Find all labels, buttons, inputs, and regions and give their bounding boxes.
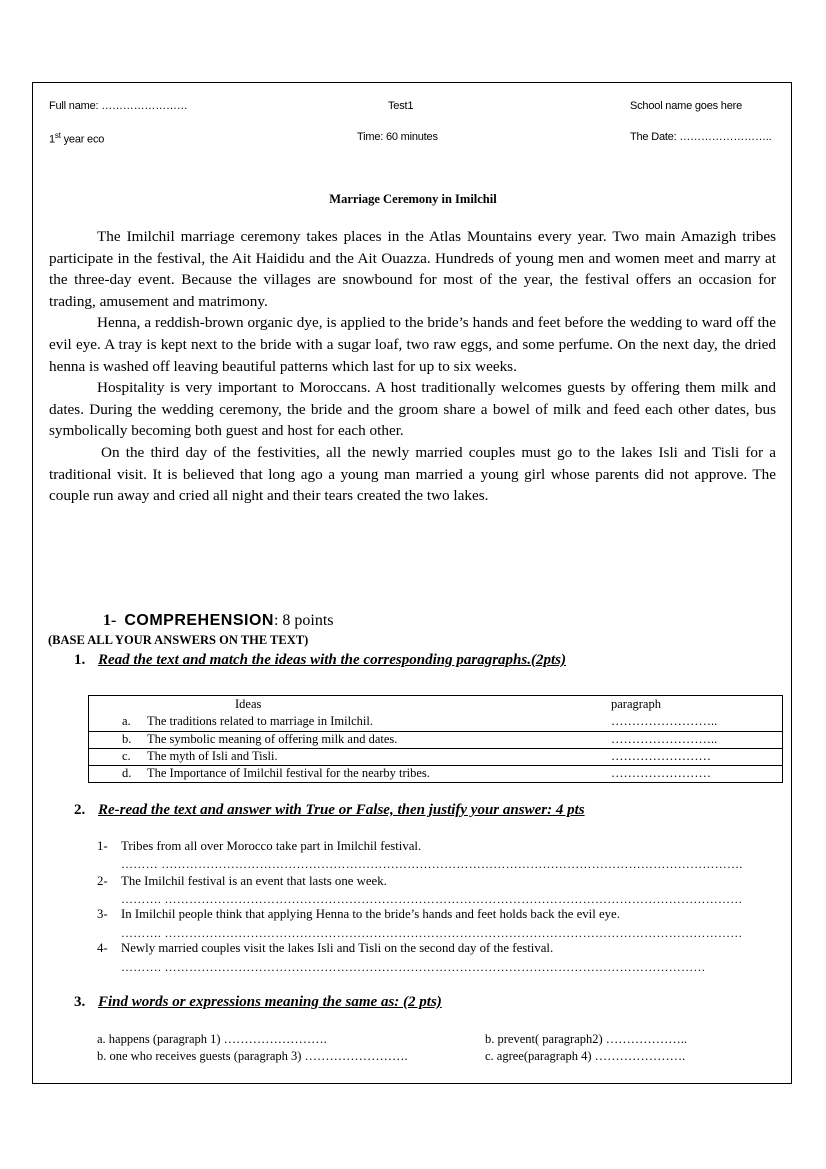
section-word: COMPREHENSION: [124, 612, 274, 629]
row-letter: b.: [122, 732, 132, 746]
row-answer[interactable]: ……………………..: [611, 732, 718, 746]
full-name-field: Full name: ……………………: [49, 100, 188, 112]
tf-answer-line[interactable]: ………. ……………………………………………………………………………………………………………………: [121, 960, 706, 974]
tf-item-statement: In Imilchil people think that applying Henna to the bride’s hands and feet holds back the evil eye.: [121, 907, 620, 921]
question-1-text: Read the text and match the ideas with the corresponding paragraphs.(2pts): [98, 652, 566, 668]
section-number: 1-: [103, 612, 117, 629]
row-answer[interactable]: ……………………..: [611, 714, 718, 728]
school-name: School name goes here: [630, 100, 742, 112]
row-idea: The myth of Isli and Tisli.: [147, 749, 278, 763]
tf-item-number: 3-: [97, 907, 108, 921]
tf-item-number: 1-: [97, 839, 108, 853]
table-row: [89, 766, 783, 783]
question-3: [74, 994, 442, 1011]
base-instruction: (BASE ALL YOUR ANSWERS ON THE TEXT): [48, 633, 309, 647]
tf-answer-line[interactable]: ………. ……………………………………………………………………………………………………………………………: [121, 926, 743, 940]
year-label: [49, 131, 104, 146]
date-field: The Date: ……………………..: [630, 131, 772, 143]
paragraph-2: Henna, a reddish-brown organic dye, is applied to the bride’s hands and feet before the wedding to ward off the evil eye. A tray is kept next to the bride with a sugar loaf, two raw eggs, and some perfume. On the next day, the dried henna is washed off leaving beautiful patterns which last for up to six weeks.: [49, 314, 776, 375]
reading-passage: [49, 226, 776, 507]
tf-item-statement: Newly married couples visit the lakes Isli and Tisli on the second day of the festival.: [121, 941, 554, 955]
section-points: : 8 points: [273, 612, 334, 629]
question-3-text: Find words or expressions meaning the same as: (2 pts): [98, 994, 442, 1010]
vocab-item-host[interactable]: b. one who receives guests (paragraph 3) …………………….: [97, 1049, 408, 1063]
ideas-table: [88, 695, 783, 783]
table-row: [89, 749, 783, 766]
paragraph-column-header: paragraph: [611, 697, 661, 711]
paragraph-1: The Imilchil marriage ceremony takes places in the Atlas Mountains every year. Two main Amazigh tribes participate in the festival, the Ait Haididu and the Ait Ouazza. Hundreds of young men and women meet and marry at the three-day event. Because the villages are snowbound for most of the year, the festival offers an occasion for trading, amusement and matrimony.: [49, 228, 776, 310]
test-label: Test1: [388, 100, 414, 112]
row-idea: The symbolic meaning of offering milk and dates.: [147, 732, 398, 746]
question-2-number: 2.: [74, 802, 86, 818]
tf-item-number: 4-: [97, 941, 108, 955]
question-3-number: 3.: [74, 994, 86, 1010]
tf-item-statement: The Imilchil festival is an event that lasts one week.: [121, 874, 387, 888]
vocab-item-agree[interactable]: c. agree(paragraph 4) ………………….: [485, 1049, 686, 1063]
row-answer[interactable]: ……………………: [611, 766, 711, 780]
vocab-item-happens[interactable]: a. happens (paragraph 1) …………………….: [97, 1032, 327, 1046]
question-1-number: 1.: [74, 652, 86, 668]
row-letter: d.: [122, 766, 132, 780]
tf-item-number: 2-: [97, 874, 108, 888]
comprehension-heading: [103, 612, 334, 630]
tf-answer-line[interactable]: ……… …………………………………………………………………………………………………………………………….: [121, 857, 743, 871]
passage-title: Marriage Ceremony in Imilchil: [329, 192, 497, 206]
time-label: Time: 60 minutes: [357, 131, 438, 143]
question-1: [74, 652, 566, 669]
row-idea: The traditions related to marriage in Imilchil.: [147, 714, 373, 728]
year-number: 1: [49, 133, 55, 146]
question-2-text: Re-read the text and answer with True or False, then justify your answer: 4 pts: [98, 802, 585, 818]
paragraph-4: On the third day of the festivities, all the newly married couples must go to the lakes Isli and Tisli for a traditional visit. It is believed that long ago a young man married a young girl whose parents did not approve. The couple run away and cried all night and their tears created the two lakes.: [49, 443, 776, 505]
paragraph-3: Hospitality is very important to Moroccans. A host traditionally welcomes guests by offering them milk and dates. During the wedding ceremony, the bride and the groom share a bowel of milk and feed each other dates, bus symbolically becoming both guest and host for each other.: [49, 379, 776, 440]
row-idea: The Importance of Imilchil festival for the nearby tribes.: [147, 766, 430, 780]
year-suffix: st: [54, 131, 61, 140]
tf-item-statement: Tribes from all over Morocco take part in Imilchil festival.: [121, 839, 422, 853]
vocab-item-prevent[interactable]: b. prevent( paragraph2) ………………..: [485, 1032, 688, 1046]
tf-answer-line[interactable]: ………. ……………………………………………………………………………………………………………………………: [121, 892, 743, 906]
row-letter: a.: [122, 714, 131, 728]
ideas-column-header: Ideas: [235, 697, 262, 711]
row-letter: c.: [122, 749, 131, 763]
question-2: [74, 802, 585, 819]
year-text: year eco: [60, 133, 105, 146]
table-row: [89, 732, 783, 749]
row-answer[interactable]: ……………………: [611, 749, 711, 763]
table-row: [89, 696, 783, 732]
